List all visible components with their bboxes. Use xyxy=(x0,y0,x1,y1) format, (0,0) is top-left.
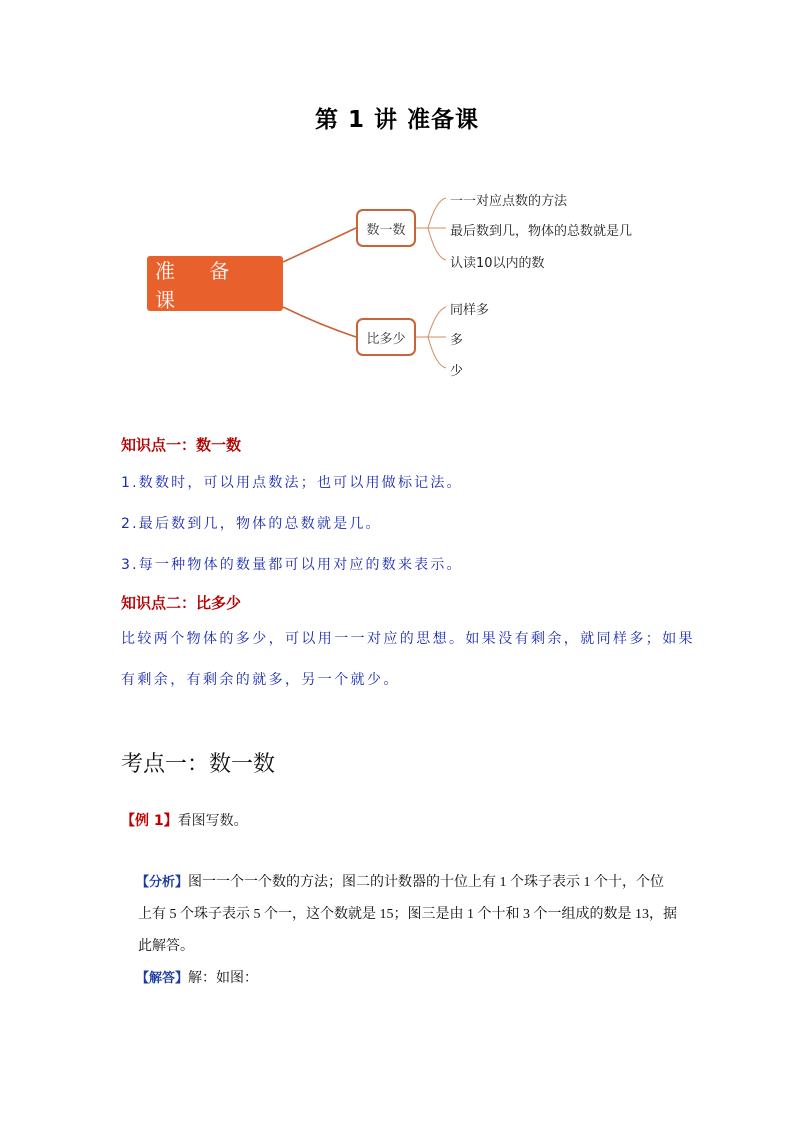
knowledge-point-1-heading: 知识点一：数一数 xyxy=(121,436,242,454)
answer-label: 【解答】 xyxy=(136,971,189,986)
connector-root-branch-2 xyxy=(283,307,356,337)
connector-branch-1-leaf-1 xyxy=(416,198,446,228)
knowledge-point-2-line: 比较两个物体的多少，可以用一一对应的思想。如果没有剩余，就同样多；如果 xyxy=(121,631,695,647)
answer-text: 解：如图： xyxy=(188,971,259,986)
analysis-line xyxy=(136,871,664,891)
example-1 xyxy=(121,810,248,830)
mindmap-leaf: 认读10以内的数 xyxy=(450,256,545,271)
mindmap-leaf: 同样多 xyxy=(450,303,490,318)
connector-branch-1-leaf-3 xyxy=(428,228,446,260)
knowledge-point-1-line: 1.数数时，可以用点数法；也可以用做标记法。 xyxy=(121,475,463,491)
answer-line xyxy=(136,967,258,987)
mindmap-branch-compare: 比多少 xyxy=(356,318,416,356)
mindmap-leaf: 最后数到几，物体的总数就是几 xyxy=(450,224,633,239)
mindmap-branch-count: 数一数 xyxy=(356,209,416,247)
analysis-label: 【分析】 xyxy=(136,875,189,890)
page-title: 第 1 讲 准备课 xyxy=(314,107,480,133)
knowledge-point-1-line: 3.每一种物体的数量都可以用对应的数来表示。 xyxy=(121,557,463,573)
analysis-line: 上有 5 个珠子表示 5 个一，这个数就是 15；图三是由 1 个十和 3 个一组成的数是 13，据 xyxy=(138,907,677,922)
mindmap-root: 准 备 课 xyxy=(147,256,283,311)
example-label: 【例 1】 xyxy=(121,813,178,829)
mind-map xyxy=(0,0,794,400)
connector-root-branch-1 xyxy=(283,228,356,262)
section-heading: 考点一：数一数 xyxy=(121,752,276,777)
connector-branch-2-leaf-1 xyxy=(416,307,446,337)
mindmap-leaf: 少 xyxy=(450,364,464,379)
analysis-text: 图一一个一个数的方法；图二的计数器的十位上有 1 个珠子表示 1 个十，个位 xyxy=(188,875,665,890)
example-text: 看图写数。 xyxy=(177,813,248,829)
connector-branch-2-leaf-3 xyxy=(428,337,446,368)
knowledge-point-1-line: 2.最后数到几，物体的总数就是几。 xyxy=(121,516,382,532)
analysis-line: 此解答。 xyxy=(138,939,194,954)
mindmap-leaf: 多 xyxy=(450,333,464,348)
knowledge-point-2-heading: 知识点二：比多少 xyxy=(121,594,242,612)
knowledge-point-2-line: 有剩余，有剩余的就多，另一个就少。 xyxy=(121,672,400,688)
mindmap-leaf: 一一对应点数的方法 xyxy=(450,194,568,209)
